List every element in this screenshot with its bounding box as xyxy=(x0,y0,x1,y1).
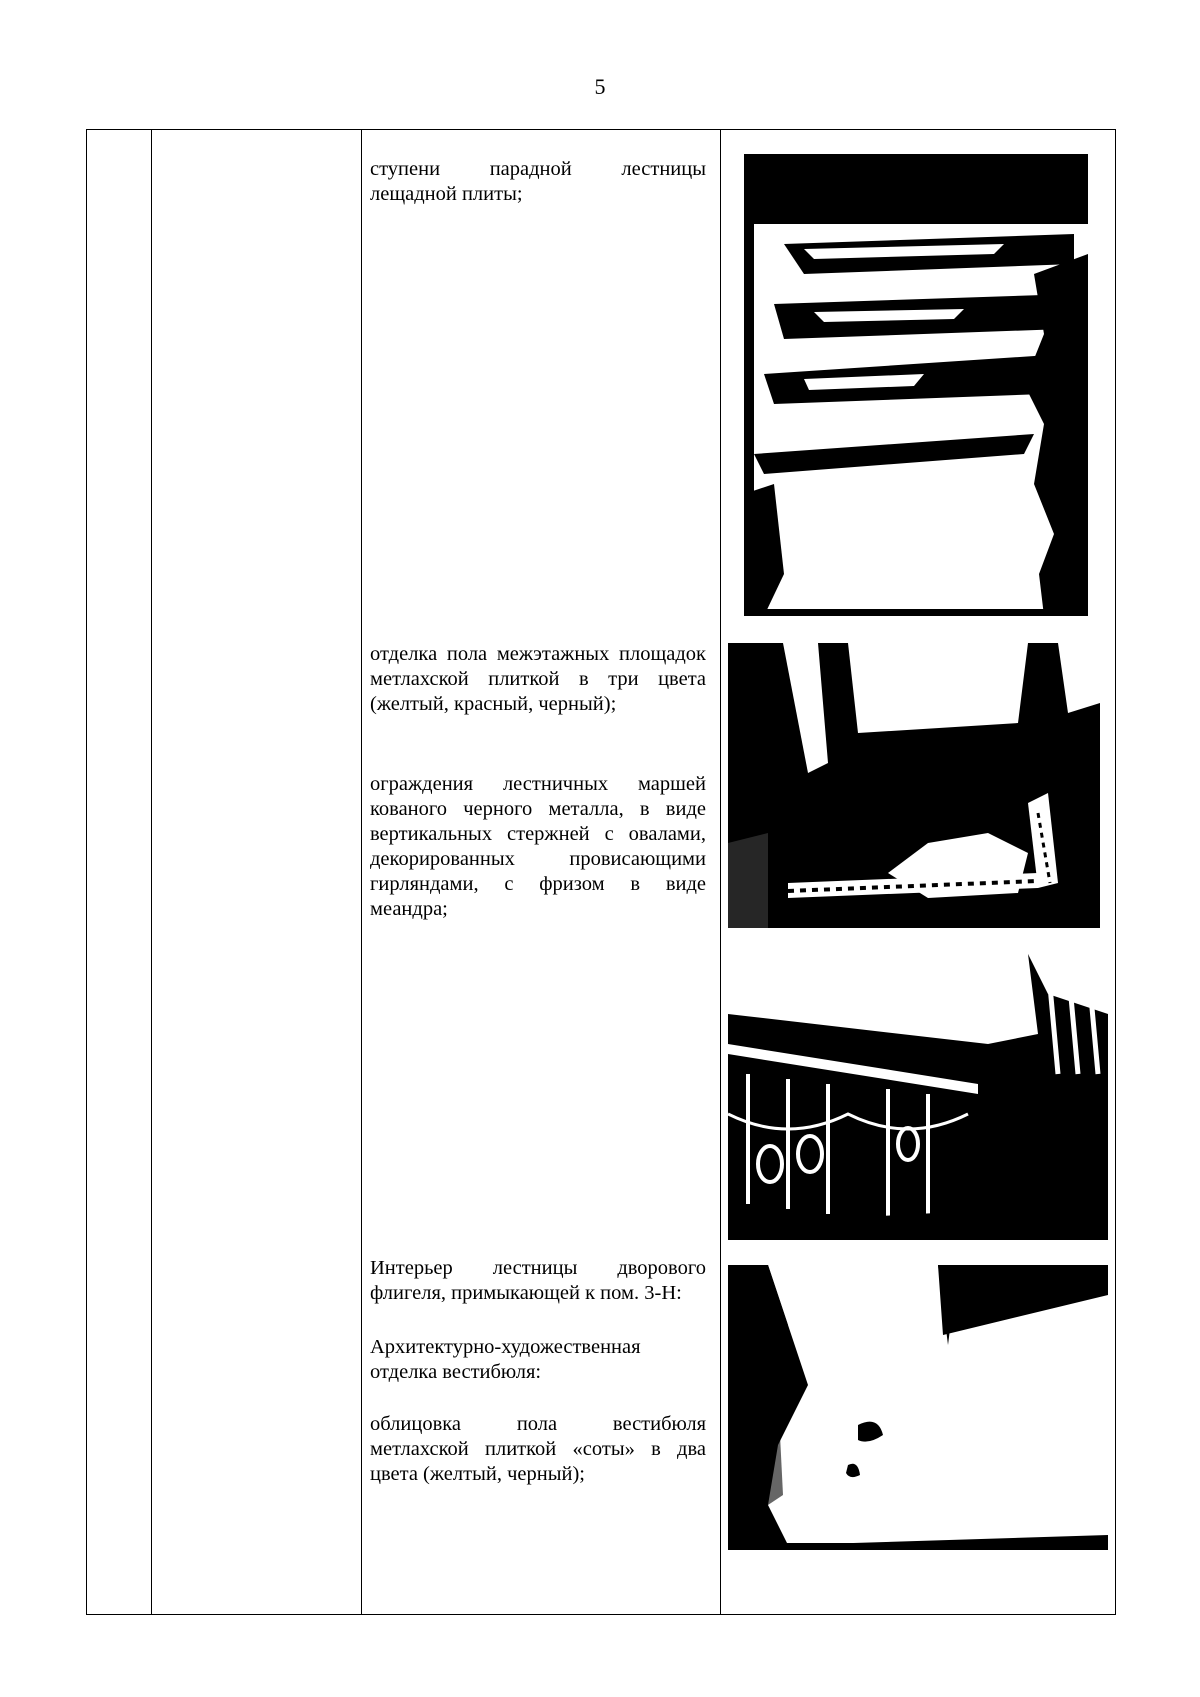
column-divider-3 xyxy=(720,130,721,1614)
stair-steps-photo xyxy=(744,154,1088,616)
entry-landing-floor: отделка пола межэтажных площадок метлахской плиткой в три цвета (желтый, красный, черный); xyxy=(370,643,706,715)
page-number: 5 xyxy=(594,74,606,99)
entry-vestibule-floor: облицовка пола вестибюля метлахской плиткой «соты» в два цвета (желтый, черный); xyxy=(370,1413,706,1485)
column-divider-2 xyxy=(361,130,362,1614)
entry-vestibule-heading: Архитектурно-художественная отделка вестибюля: xyxy=(370,1336,641,1383)
vestibule-photo xyxy=(728,1265,1108,1550)
railing-photo xyxy=(728,954,1108,1240)
column-divider-1 xyxy=(151,130,152,1614)
landing-floor-photo xyxy=(728,643,1100,928)
entry-courtyard-stair: Интерьер лестницы дворового флигеля, примыкающей к пом. 3-Н: xyxy=(370,1257,706,1304)
entry-railings: ограждения лестничных маршей кованого черного металла, в виде вертикальных стержней с овалами, декорированных провисающими гирляндами, с фризом в виде меандра; xyxy=(370,773,706,920)
entry-stair-steps: ступени парадной лестницы лещадной плиты; xyxy=(370,158,706,205)
